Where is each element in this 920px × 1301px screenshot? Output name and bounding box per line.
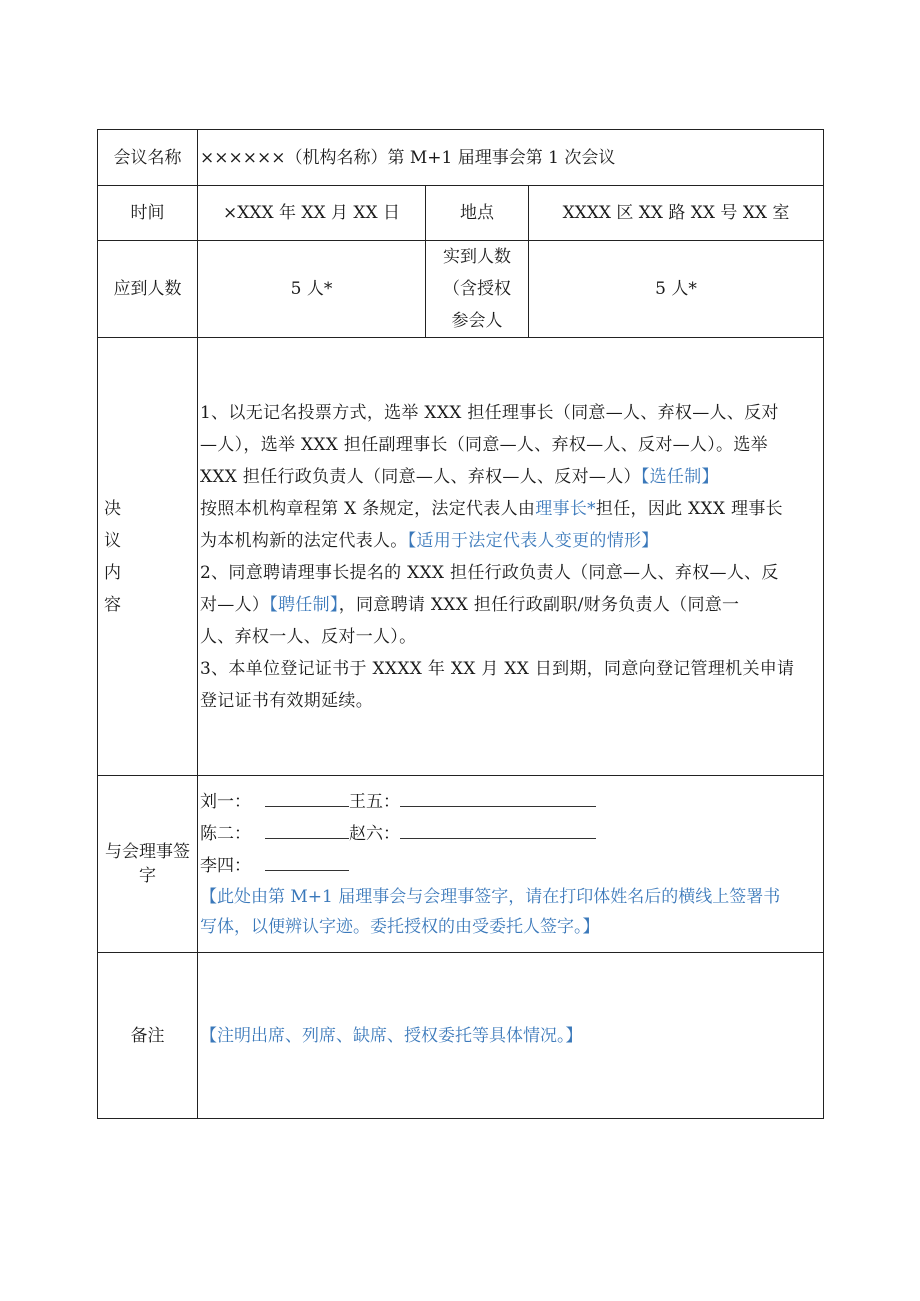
actual-attendance-label (426, 241, 529, 338)
resolution-item-3: 登记证书有效期延续。 (200, 690, 373, 711)
signature-label: 与会理事签字 (98, 776, 198, 953)
legal-rep-line (200, 525, 821, 557)
resolution-text: 担任，因此 XXX 理事长 (595, 498, 783, 519)
signature-row (200, 850, 821, 882)
resolution-item-2: 2、同意聘请理事长提名的 XXX 担任行政负责人（同意—人、弃权—人、反 (200, 562, 779, 583)
resolution-item-2: 人、弃权一人、反对一人）。 (200, 626, 417, 647)
signature-area (198, 776, 824, 953)
resolution-label-char: 内 (104, 562, 121, 583)
row-meeting-name (98, 130, 824, 186)
resolution-label-char: 决 (104, 498, 121, 519)
resolution-text: 按照本机构章程第 X 条规定，法定代表人由 (200, 498, 536, 519)
row-signatures (98, 776, 824, 953)
remarks-label: 备注 (98, 953, 198, 1119)
resolution-item-1 (200, 461, 821, 493)
meeting-name-label: 会议名称 (98, 130, 198, 186)
actual-label-line: （含授权 (443, 279, 511, 299)
signature-line[interactable] (265, 822, 349, 839)
resolution-text: 为本机构新的法定代表人。 (200, 530, 408, 551)
meeting-minutes-form (97, 129, 824, 1119)
appointment-system-tag: 【聘任制】 (269, 594, 339, 615)
resolution-text: 对—人） (200, 594, 270, 615)
resolution-text: ，同意聘请 XXX 担任行政副职/财务负责人（同意一 (338, 594, 740, 615)
time-value: ×XXX 年 XX 月 XX 日 (198, 186, 426, 241)
resolution-item-3: 3、本单位登记证书于 XXXX 年 XX 月 XX 日到期，同意向登记管理机关申请 (200, 658, 795, 679)
signature-hint (200, 882, 821, 942)
resolution-item-2 (200, 589, 821, 621)
signature-line[interactable] (400, 790, 596, 807)
row-time-place (98, 186, 824, 241)
signature-hint-line: 写体，以便辨认字迹。委托授权的由受委托人签字。】 (200, 917, 600, 937)
actual-label-line: 参会人 (451, 311, 503, 331)
selection-system-tag: 【选任制】 (640, 466, 719, 487)
resolution-label (98, 338, 198, 776)
expected-attendance-value: 5 人* (198, 241, 426, 338)
signature-row (200, 786, 821, 818)
signature-line[interactable] (265, 854, 349, 871)
place-value: XXXX 区 XX 路 XX 号 XX 室 (529, 186, 824, 241)
time-label: 时间 (98, 186, 198, 241)
legal-rep-change-tag: 【适用于法定代表人变更的情形】 (407, 530, 659, 551)
row-attendance (98, 241, 824, 338)
resolution-item-1: 1、以无记名投票方式，选举 XXX 担任理事长（同意—人、弃权—人、反对 (200, 402, 779, 423)
row-resolution (98, 338, 824, 776)
resolution-label-char: 议 (104, 530, 121, 551)
remarks-content[interactable] (198, 953, 824, 1119)
place-label: 地点 (426, 186, 529, 241)
signature-hint-line: 【此处由第 M+1 届理事会与会理事签字，请在打印体姓名后的横线上签署书 (200, 887, 781, 907)
row-remarks (98, 953, 824, 1119)
actual-label-line: 实到人数 (443, 247, 511, 267)
resolution-label-char: 容 (104, 594, 121, 615)
signer-name: 刘一： (200, 792, 251, 812)
signer-name: 陈二： (200, 824, 251, 844)
resolution-content (198, 338, 824, 776)
expected-attendance-label: 应到人数 (98, 241, 198, 338)
remarks-hint: 【注明出席、列席、缺席、授权委托等具体情况。】 (200, 1025, 583, 1046)
resolution-text: XXX 担任行政负责人（同意—人、弃权—人、反对—人） (200, 466, 641, 487)
signature-line[interactable] (265, 790, 349, 807)
legal-rep-line (200, 493, 821, 525)
signature-row (200, 818, 821, 850)
resolution-item-1: —人），选举 XXX 担任副理事长（同意—人、弃权—人、反对—人）。选举 (200, 434, 768, 455)
actual-attendance-value: 5 人* (529, 241, 824, 338)
signature-line[interactable] (400, 822, 596, 839)
chairman-highlight: 理事长* (535, 498, 596, 519)
meeting-name-value: ××××××（机构名称）第 M+1 届理事会第 1 次会议 (198, 130, 824, 186)
signer-name: 赵六： (349, 824, 400, 844)
signer-name: 王五： (349, 792, 400, 812)
signer-name: 李四： (200, 856, 251, 876)
